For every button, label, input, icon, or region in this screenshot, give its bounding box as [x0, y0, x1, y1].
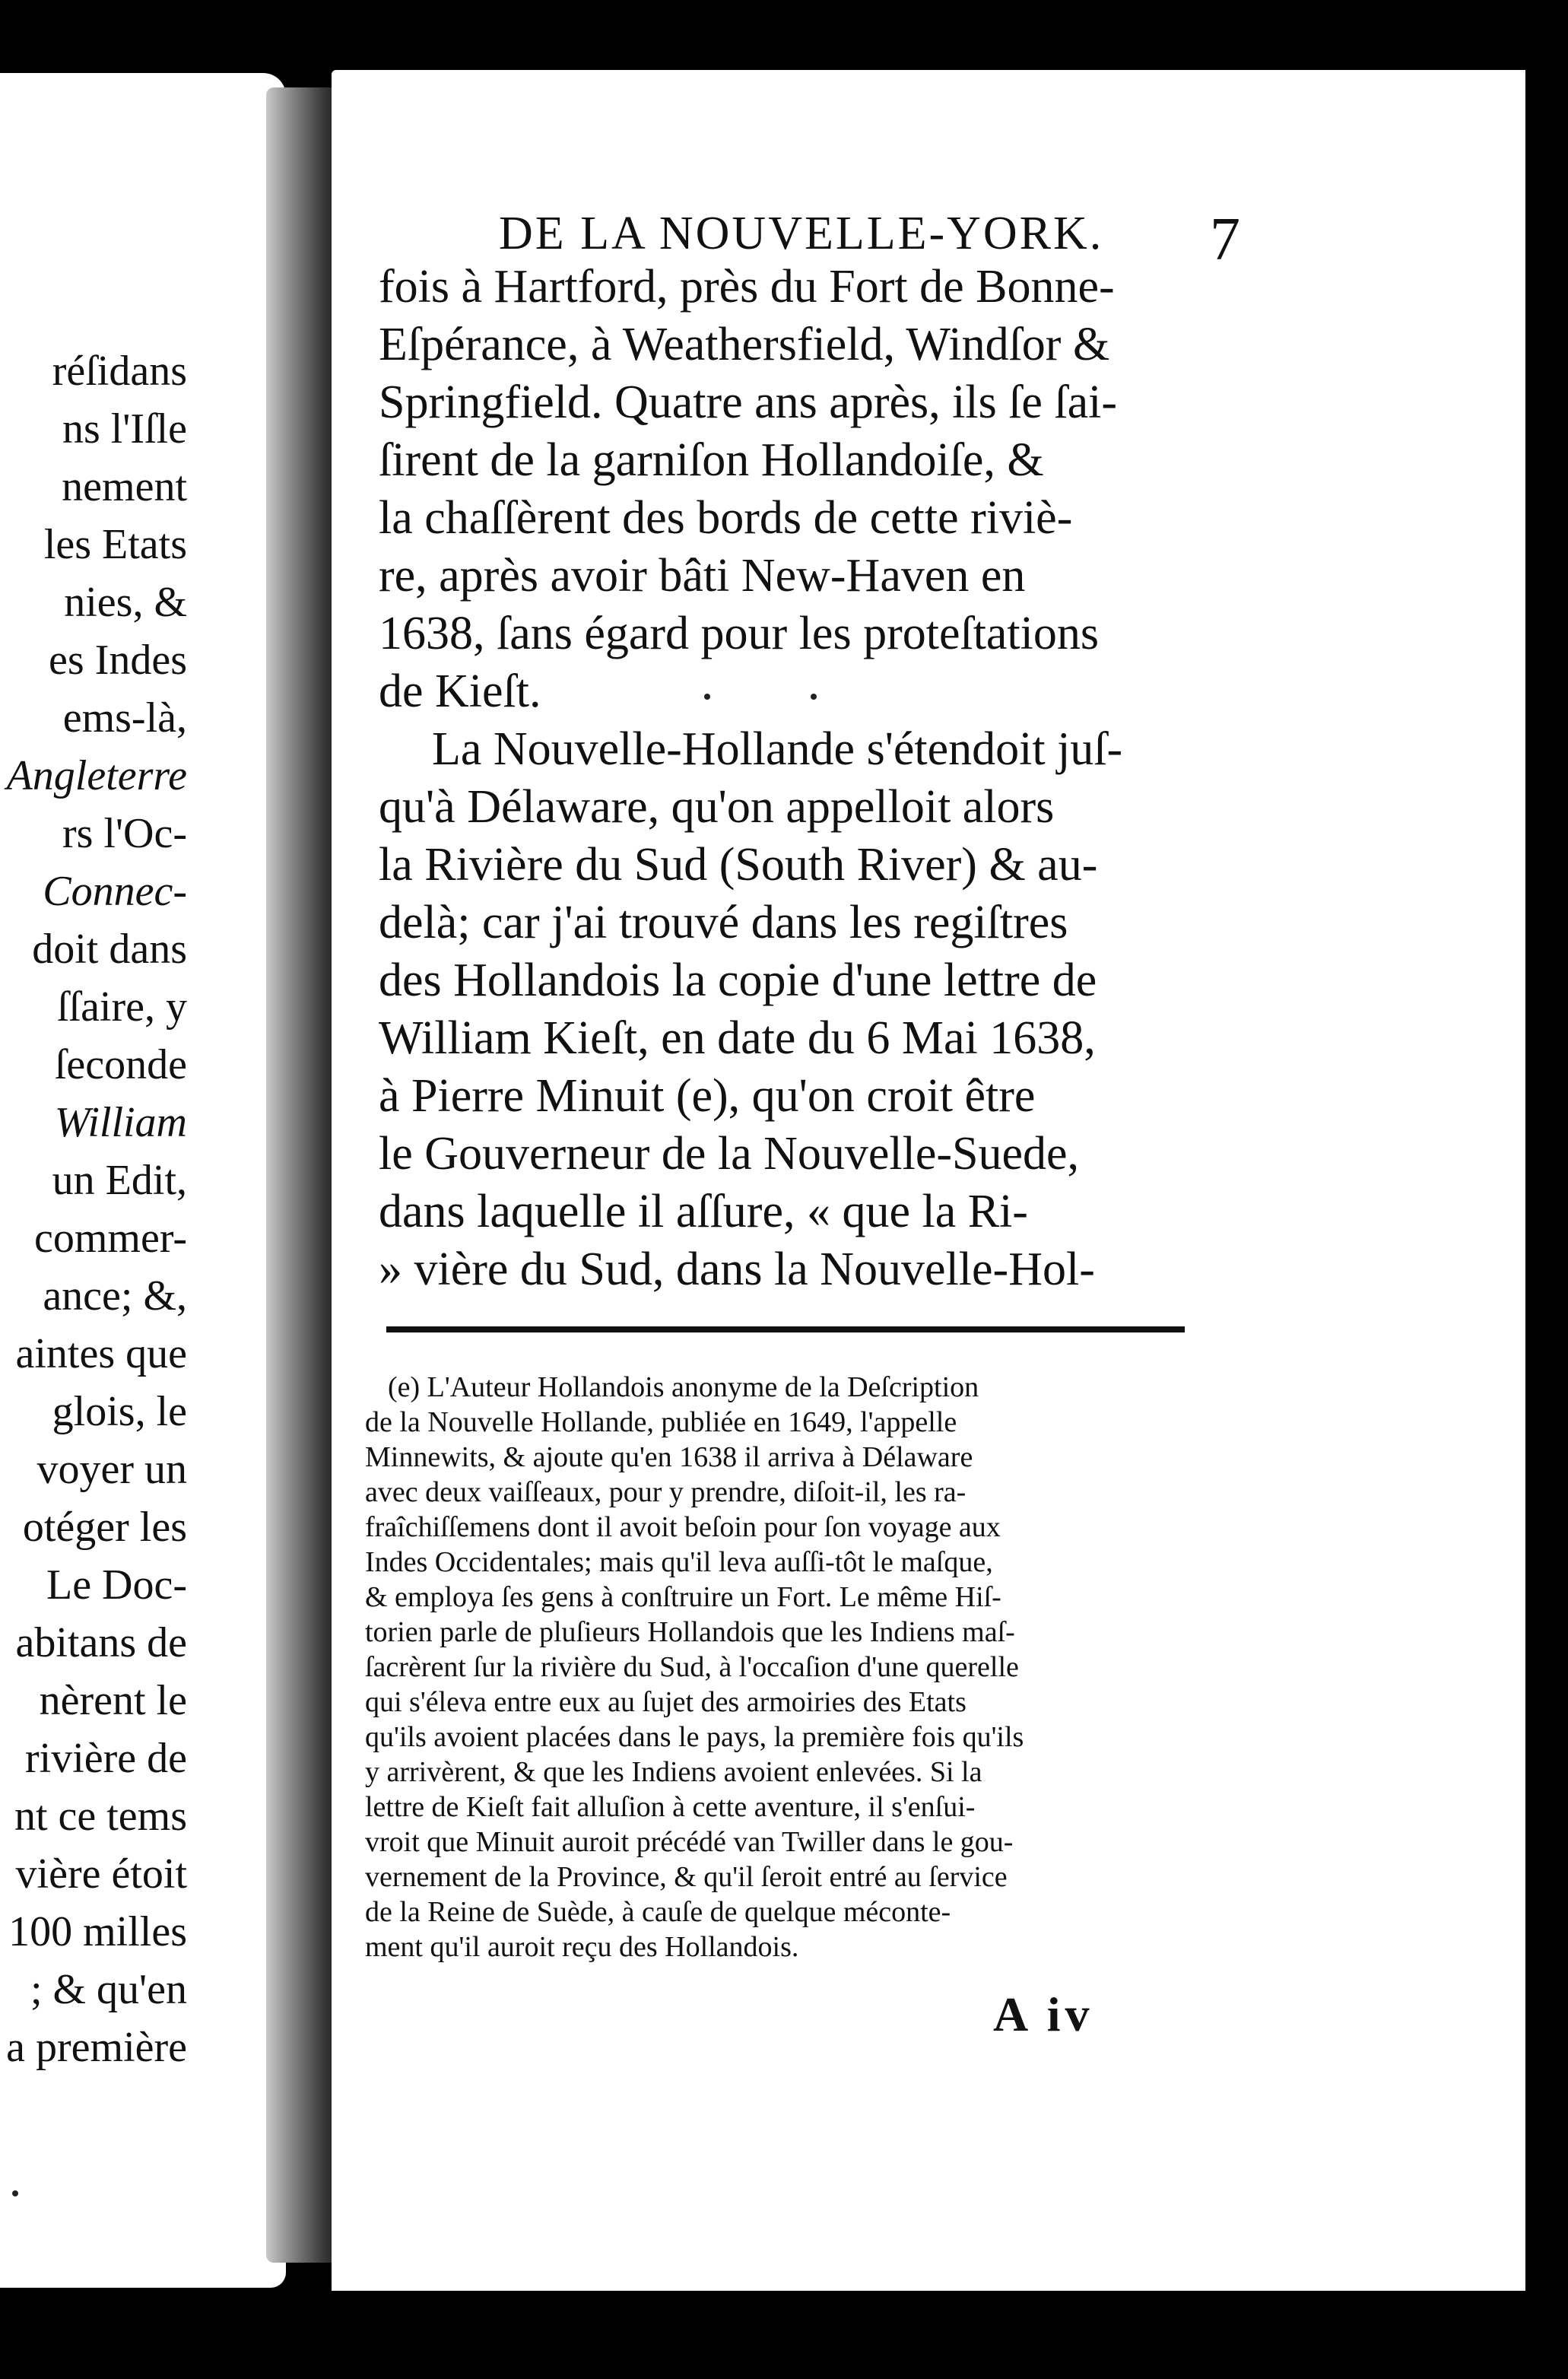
page-number: 7: [1210, 206, 1240, 273]
left-line: réſidans: [52, 348, 187, 395]
footnote-line: de la Nouvelle Hollande, publiée en 1649, l'appelle: [365, 1406, 957, 1438]
left-line: a première: [6, 2024, 187, 2071]
body-line: Eſpérance, à Weathersfield, Windſor &: [379, 319, 1110, 370]
left-line: nies, &: [64, 579, 187, 626]
footnote-line: ment qu'il auroit reçu des Hollandois.: [365, 1931, 799, 1963]
left-page: [0, 73, 286, 2288]
footnote-line: torien parle de pluſieurs Hollandois que les Indiens maſ-: [365, 1616, 1015, 1648]
body-line: à Pierre Minuit (e), qu'on croit être: [379, 1070, 1036, 1122]
left-line: nt ce tems: [14, 1793, 187, 1840]
left-line: Connec-: [43, 868, 187, 915]
ink-speck: [811, 694, 817, 700]
footnote-line: qu'ils avoient placées dans le pays, la première fois qu'ils: [365, 1721, 1024, 1753]
body-line: Springfield. Quatre ans après, ils ſe ſai-: [379, 376, 1118, 428]
left-line: ſſaire, y: [56, 983, 187, 1031]
left-line: commer-: [33, 1215, 187, 1262]
ink-speck: [12, 2190, 18, 2196]
left-line: les Etats: [43, 521, 187, 568]
running-header: DE LA NOUVELLE-YORK.: [499, 208, 1104, 259]
footnote-line: vroit que Minuit auroit précédé van Twiller dans le gou-: [365, 1826, 1014, 1858]
body-line: ſirent de la garniſon Hollandoiſe, &: [379, 434, 1044, 486]
footnote-line: de la Reine de Suède, à cauſe de quelque méconte-: [365, 1896, 951, 1928]
footnote-line: qui s'éleva entre eux au ſujet des armoiries des Etats: [365, 1686, 967, 1718]
body-line: delà; car j'ai trouvé dans les regiſtres: [379, 897, 1068, 948]
footnote-rule: [386, 1326, 1185, 1332]
body-line: fois à Hartford, près du Fort de Bonne-: [379, 261, 1115, 313]
footnote-line: avec deux vaiſſeaux, pour y prendre, diſoit-il, les ra-: [365, 1476, 967, 1508]
body-line: de Kieſt.: [379, 665, 541, 717]
ink-speck: [704, 694, 710, 700]
left-line: abitans de: [15, 1619, 187, 1666]
footnote-line: (e) L'Auteur Hollandois anonyme de la Deſcription: [388, 1371, 979, 1403]
left-line: aintes que: [15, 1330, 187, 1377]
footnote-line: vernement de la Province, & qu'il ſeroit entré au ſervice: [365, 1861, 1008, 1893]
body-line: re, après avoir bâti New-Haven en: [379, 550, 1026, 602]
left-line: ance; &,: [43, 1272, 187, 1320]
body-line: la Rivière du Sud (South River) & au-: [379, 839, 1098, 891]
left-line: doit dans: [32, 926, 187, 973]
body-line: » vière du Sud, dans la Nouvelle-Hol-: [379, 1243, 1095, 1295]
body-line: des Hollandois la copie d'une lettre de: [379, 954, 1097, 1006]
body-line: 1638, ſans égard pour les proteſtations: [379, 608, 1100, 659]
left-line: otéger les: [22, 1504, 187, 1551]
body-line: le Gouverneur de la Nouvelle-Suede,: [379, 1128, 1080, 1180]
footnote-line: & employa ſes gens à conſtruire un Fort. Le même Hiſ-: [365, 1581, 1001, 1613]
body-line: la chaſſèrent des bords de cette riviè-: [379, 492, 1073, 544]
left-line: rs l'Oc-: [62, 810, 187, 857]
footnote-line: ſacrèrent ſur la rivière du Sud, à l'occaſion d'une querelle: [365, 1651, 1019, 1683]
left-line: voyer un: [37, 1446, 187, 1493]
left-line: un Edit,: [52, 1157, 187, 1204]
left-line: ; & qu'en: [30, 1966, 187, 2013]
left-line: 100 milles: [8, 1908, 187, 1955]
right-page: [332, 70, 1525, 2291]
left-line: ſeconde: [54, 1041, 187, 1088]
left-line: es Indes: [49, 637, 187, 684]
footnote-line: Minnewits, & ajoute qu'en 1638 il arriva à Délaware: [365, 1441, 973, 1473]
left-line: ns l'Iſle: [62, 405, 187, 453]
footnote-line: y arrivèrent, & que les Indiens avoient enlevées. Si la: [365, 1756, 982, 1788]
left-line: ems-là,: [62, 694, 187, 742]
footnote-line: fraîchiſſemens dont il avoit beſoin pour ſon voyage aux: [365, 1511, 1001, 1543]
left-line: Angleterre: [6, 752, 187, 799]
left-line: glois, le: [52, 1388, 187, 1435]
left-line: William: [54, 1099, 187, 1146]
left-line: nement: [62, 463, 187, 510]
footnote-line: Indes Occidentales; mais qu'il leva auſſi-tôt le maſque,: [365, 1546, 993, 1578]
body-line: dans laquelle il aſſure, « que la Ri-: [379, 1186, 1028, 1237]
left-line: rivière de: [25, 1735, 187, 1782]
body-line: qu'à Délaware, qu'on appelloit alors: [379, 781, 1055, 833]
left-line: nèrent le: [39, 1677, 187, 1724]
body-line: La Nouvelle-Hollande s'étendoit juſ-: [432, 723, 1123, 775]
signature-mark: A iv: [993, 1987, 1094, 2041]
body-line: William Kieſt, en date du 6 Mai 1638,: [379, 1012, 1096, 1064]
left-line: Le Doc-: [46, 1561, 187, 1609]
left-line: vière étoit: [15, 1850, 187, 1898]
footnote-line: lettre de Kieſt fait alluſion à cette aventure, il s'enſui-: [365, 1791, 976, 1823]
